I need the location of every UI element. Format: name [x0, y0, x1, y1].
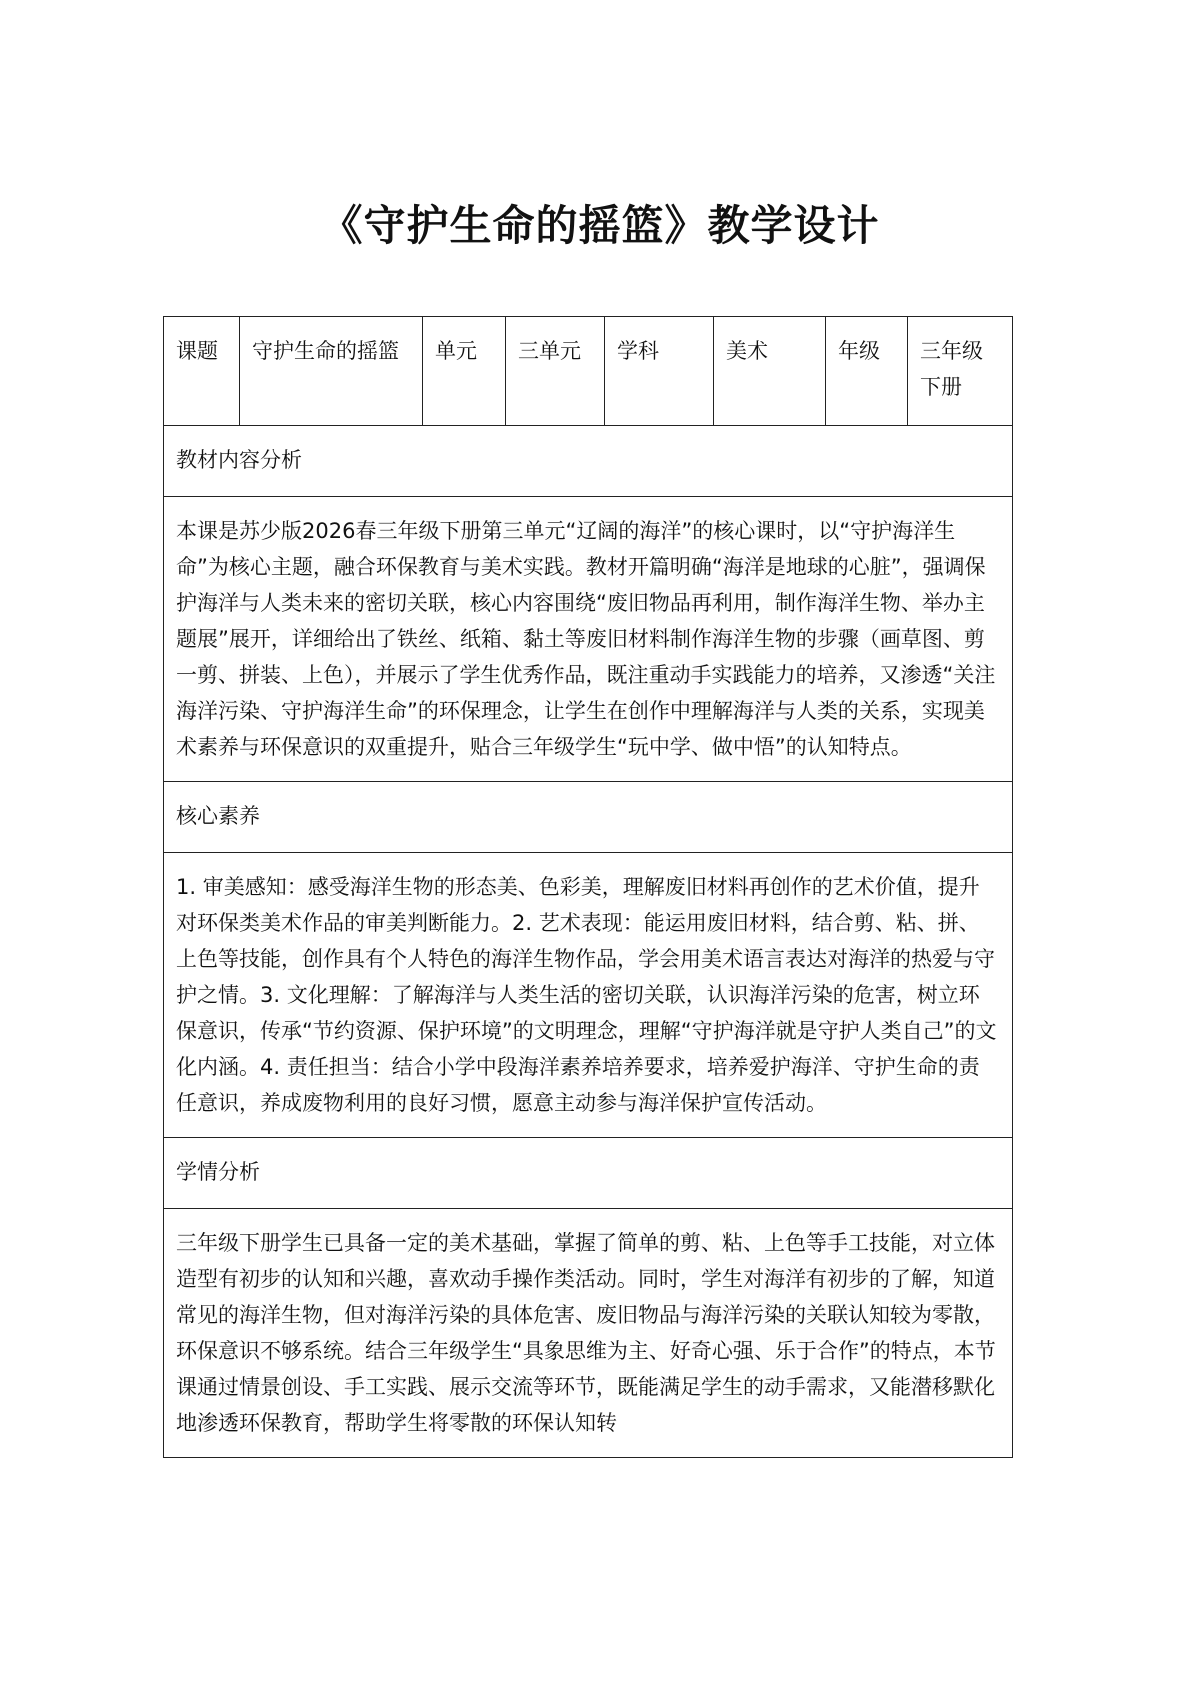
section-heading-core-literacy: 核心素养 [164, 782, 1013, 853]
lesson-plan-table [163, 316, 1013, 1458]
subject-value: 美术 [714, 317, 826, 426]
section-body-row [164, 1209, 1013, 1458]
topic-value: 守护生命的摇篮 [240, 317, 423, 426]
section-heading-textbook-analysis: 教材内容分析 [164, 426, 1013, 497]
section-body-textbook-analysis: 本课是苏少版2026春三年级下册第三单元“辽阔的海洋”的核心课时，以“守护海洋生命”为核心主题，融合环保教育与美术实践。教材开篇明确“海洋是地球的心脏”，强调保护海洋与人类未来的密切关联，核心内容围绕“废旧物品再利用，制作海洋生物、举办主题展”展开，详细给出了铁丝、纸箱、黏土等废旧材料制作海洋生物的步骤（画草图、剪一剪、拼装、上色），并展示了学生优秀作品，既注重动手实践能力的培养，又渗透“关注海洋污染、守护海洋生命”的环保理念，让学生在创作中理解海洋与人类的关系，实现美术素养与环保意识的双重提升，贴合三年级学生“玩中学、做中悟”的认知特点。 [164, 497, 1013, 782]
unit-label: 单元 [423, 317, 506, 426]
section-body-student-analysis: 三年级下册学生已具备一定的美术基础，掌握了简单的剪、粘、上色等手工技能，对立体造型有初步的认知和兴趣，喜欢动手操作类活动。同时，学生对海洋有初步的了解，知道常见的海洋生物，但对海洋污染的具体危害、废旧物品与海洋污染的关联认知较为零散，环保意识不够系统。结合三年级学生“具象思维为主、好奇心强、乐于合作”的特点，本节课通过情景创设、手工实践、展示交流等环节，既能满足学生的动手需求，又能潜移默化地渗透环保教育，帮助学生将零散的环保认知转 [164, 1209, 1013, 1458]
meta-row [164, 317, 1013, 426]
section-body-row [164, 497, 1013, 782]
section-body-row [164, 853, 1013, 1138]
document-title: 《守护生命的摇篮》教学设计 [320, 201, 880, 250]
grade-value: 三年级下册 [908, 317, 1013, 426]
unit-value: 三单元 [506, 317, 605, 426]
grade-label: 年级 [826, 317, 908, 426]
subject-label: 学科 [605, 317, 714, 426]
section-heading-row [164, 782, 1013, 853]
topic-label: 课题 [164, 317, 240, 426]
section-heading-row [164, 426, 1013, 497]
section-heading-student-analysis: 学情分析 [164, 1138, 1013, 1209]
section-heading-row [164, 1138, 1013, 1209]
section-body-core-literacy: 1. 审美感知：感受海洋生物的形态美、色彩美，理解废旧材料再创作的艺术价值，提升对环保类美术作品的审美判断能力。2. 艺术表现：能运用废旧材料，结合剪、粘、拼、上色等技能，创作具有个人特色的海洋生物作品，学会用美术语言表达对海洋的热爱与守护之情。3. 文化理解：了解海洋与人类生活的密切关联，认识海洋污染的危害，树立环保意识，传承“节约资源、保护环境”的文明理念，理解“守护海洋就是守护人类自己”的文化内涵。4. 责任担当：结合小学中段海洋素养培养要求，培养爱护海洋、守护生命的责任意识，养成废物利用的良好习惯，愿意主动参与海洋保护宣传活动。 [164, 853, 1013, 1138]
